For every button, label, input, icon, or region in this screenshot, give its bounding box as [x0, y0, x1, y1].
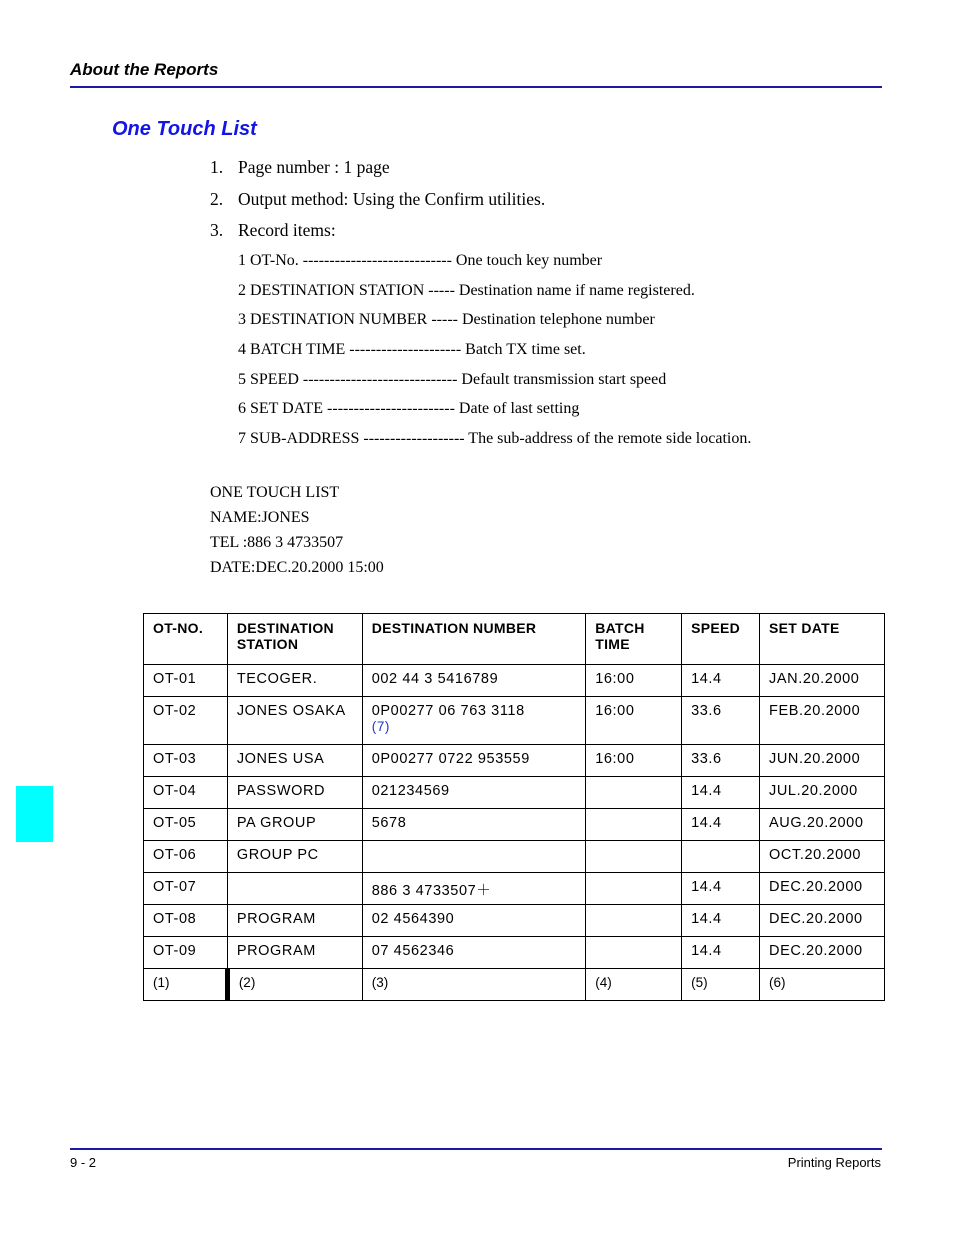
cell-station: [227, 873, 362, 905]
cell-number: 002 44 3 5416789: [362, 665, 586, 697]
list-item-number: 3.: [210, 220, 224, 240]
report-date: DATE:DEC.20.2000 15:00: [210, 559, 384, 576]
column-index-cell: (3): [362, 969, 586, 1001]
col-header-ot-no: OT-NO.: [144, 614, 228, 665]
chapter-tab: [16, 786, 53, 842]
column-index-cell: (2): [227, 969, 362, 1001]
cell-number: 0P00277 06 763 3118 (7): [362, 697, 586, 745]
cell-number: 02 4564390: [362, 905, 586, 937]
record-items: [238, 252, 751, 460]
table-row: [144, 841, 885, 873]
cell-number: [362, 841, 586, 873]
cell-station: TECOGER.: [227, 665, 362, 697]
table-row: [144, 873, 885, 905]
running-header: About the Reports: [70, 60, 219, 79]
cell-station: PROGRAM: [227, 937, 362, 969]
section-title: One Touch List: [112, 118, 257, 140]
cell-ot-no: OT-02: [144, 697, 228, 745]
cell-ot-no: OT-07: [144, 873, 228, 905]
footer-chapter: Printing Reports: [787, 1155, 881, 1170]
table-row: [144, 745, 885, 777]
cell-ot-no: OT-04: [144, 777, 228, 809]
footer-rule: [70, 1148, 882, 1150]
column-index-cell: (4): [586, 969, 682, 1001]
cell-station: JONES OSAKA: [227, 697, 362, 745]
cell-batch-time: 16:00: [586, 665, 682, 697]
report-header: [210, 484, 384, 584]
cell-station: PROGRAM: [227, 905, 362, 937]
cell-number: 0P00277 0722 953559: [362, 745, 586, 777]
list-item-text: Record items:: [238, 220, 336, 240]
cell-number: 07 4562346: [362, 937, 586, 969]
list-item-text: Output method: Using the Confirm utilities.: [238, 188, 546, 209]
cell-ot-no: OT-03: [144, 745, 228, 777]
list-item-text: Page number : 1 page: [238, 157, 390, 177]
cell-set-date: JUN.20.2000: [760, 745, 885, 777]
cell-batch-time: 16:00: [586, 745, 682, 777]
cell-station: PASSWORD: [227, 777, 362, 809]
col-header-batch-time: BATCH TIME: [586, 614, 682, 665]
record-item: 1 OT-No. ---------------------------- One touch key number: [238, 252, 603, 269]
table-row: [144, 777, 885, 809]
cell-number: 021234569: [362, 777, 586, 809]
report-name: NAME:JONES: [210, 509, 310, 526]
list-item: [210, 189, 545, 221]
cell-ot-no: OT-06: [144, 841, 228, 873]
list-item-number: 2.: [210, 188, 224, 209]
cell-set-date: OCT.20.2000: [760, 841, 885, 873]
col-header-set-date: SET DATE: [760, 614, 885, 665]
column-index-cell: (6): [760, 969, 885, 1001]
cell-batch-time: [586, 841, 682, 873]
list-item-number: 1.: [210, 157, 224, 177]
cell-set-date: AUG.20.2000: [760, 809, 885, 841]
cell-set-date: DEC.20.2000: [760, 937, 885, 969]
cell-speed: 14.4: [682, 873, 760, 905]
header-rule: [70, 86, 882, 88]
numbered-list: [210, 157, 545, 252]
one-touch-table: [143, 613, 885, 1001]
cell-batch-time: 16:00: [586, 697, 682, 745]
cell-speed: 33.6: [682, 745, 760, 777]
cell-ot-no: OT-08: [144, 905, 228, 937]
cell-batch-time: [586, 937, 682, 969]
record-item: 2 DESTINATION STATION ----- Destination name if name registered.: [238, 281, 695, 299]
col-header-destination-number: DESTINATION NUMBER: [362, 614, 586, 665]
cell-speed: 14.4: [682, 937, 760, 969]
record-item: 3 DESTINATION NUMBER ----- Destination telephone number: [238, 311, 655, 329]
record-item: 6 SET DATE ------------------------ Date of last setting: [238, 400, 580, 418]
cell-ot-no: OT-01: [144, 665, 228, 697]
cell-speed: 14.4: [682, 905, 760, 937]
table-header-row: [144, 614, 885, 665]
report-title: ONE TOUCH LIST: [210, 484, 340, 501]
cell-set-date: DEC.20.2000: [760, 873, 885, 905]
table-row: [144, 809, 885, 841]
record-item: 7 SUB-ADDRESS ------------------- The sub-address of the remote side location.: [238, 430, 752, 448]
cell-speed: 14.4: [682, 809, 760, 841]
sub-address-ref: (7): [371, 719, 391, 734]
col-header-speed: SPEED: [682, 614, 760, 665]
cell-ot-no: OT-05: [144, 809, 228, 841]
cell-ot-no: OT-09: [144, 937, 228, 969]
table-row: [144, 937, 885, 969]
record-item: 4 BATCH TIME --------------------- Batch TX time set.: [238, 341, 586, 359]
list-item: [210, 220, 545, 252]
cell-speed: 14.4: [682, 665, 760, 697]
column-index-cell: (1): [144, 969, 228, 1001]
cell-set-date: JUL.20.2000: [760, 777, 885, 809]
col-header-destination-station: DESTINATION STATION: [227, 614, 362, 665]
cell-batch-time: [586, 873, 682, 905]
cell-set-date: DEC.20.2000: [760, 905, 885, 937]
cell-batch-time: [586, 905, 682, 937]
cell-number: 886 3 4733507＋: [362, 873, 586, 905]
list-item: [210, 157, 545, 189]
column-index-row: [144, 969, 885, 1001]
column-index-cell: (5): [682, 969, 760, 1001]
cell-batch-time: [586, 809, 682, 841]
cell-set-date: JAN.20.2000: [760, 665, 885, 697]
cell-speed: [682, 841, 760, 873]
cell-speed: 33.6: [682, 697, 760, 745]
table-row: [144, 697, 885, 745]
table-row: [144, 665, 885, 697]
cell-number: 5678: [362, 809, 586, 841]
table-row: [144, 905, 885, 937]
cell-set-date: FEB.20.2000: [760, 697, 885, 745]
page-number: 9 - 2: [70, 1155, 97, 1170]
cell-station: GROUP PC: [227, 841, 362, 873]
record-item: 5 SPEED ----------------------------- Default transmission start speed: [238, 370, 667, 388]
cell-speed: 14.4: [682, 777, 760, 809]
report-tel: TEL :886 3 4733507: [210, 534, 344, 551]
cell-station: PA GROUP: [227, 809, 362, 841]
cell-batch-time: [586, 777, 682, 809]
cell-station: JONES USA: [227, 745, 362, 777]
